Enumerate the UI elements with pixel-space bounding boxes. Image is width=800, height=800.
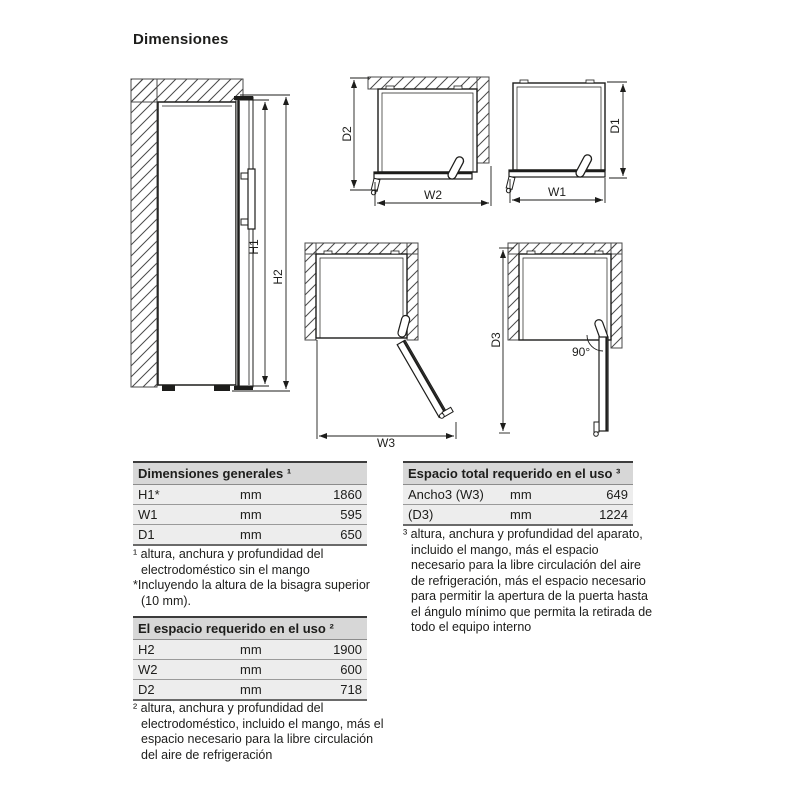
- door-handle: [594, 422, 599, 436]
- appliance-body: [158, 102, 236, 385]
- dimension-w3: [317, 340, 456, 439]
- row-unit: mm: [240, 642, 262, 657]
- row-label: Ancho3 (W3): [408, 487, 484, 502]
- row-unit: mm: [510, 507, 532, 522]
- row-unit: mm: [510, 487, 532, 502]
- row-value: 718: [340, 682, 362, 697]
- row-value: 1224: [599, 507, 628, 522]
- footnote-general: [133, 547, 385, 609]
- appliance-door-open: [594, 337, 608, 436]
- row-unit: mm: [240, 662, 262, 677]
- table-row: [133, 680, 367, 699]
- diagram-top-general: [498, 60, 638, 210]
- diagram-top-clearance: [342, 62, 507, 212]
- footnote-text: *Incluyendo la altura de la bisagra superior (10 mm).: [133, 578, 370, 608]
- table-header: Espacio total requerido en el uso ³: [403, 463, 633, 485]
- table-header: El espacio requerido en el uso ²: [133, 618, 367, 640]
- label-h1: H1: [247, 239, 261, 255]
- row-value: 595: [340, 507, 362, 522]
- footnote-text: ¹ altura, anchura y profundidad del electrodoméstico sin el mango: [133, 547, 324, 577]
- row-unit: mm: [240, 507, 262, 522]
- table-general-dimensions: [133, 461, 367, 546]
- row-unit: mm: [240, 527, 262, 542]
- row-label: H1*: [138, 487, 160, 502]
- label-w1: W1: [548, 185, 566, 199]
- row-label: (D3): [408, 507, 434, 522]
- footnote-text: ³ altura, anchura y profundidad del aparato, incluido el mango, más el espacio necesario para la libre circulación del aire de refrigeración, más el espacio necesario para permitir la apertura de la puerta hasta el ángulo mínimo que permita la retirada de todo el equipo interno: [403, 527, 653, 634]
- row-value: 1900: [333, 642, 362, 657]
- table-row: [133, 485, 367, 505]
- row-label: H2: [138, 642, 155, 657]
- appliance-door: [509, 170, 605, 177]
- row-unit: mm: [240, 487, 262, 502]
- page-title: Dimensiones: [133, 31, 229, 48]
- footnote-in-use: [133, 701, 385, 763]
- label-h2: H2: [271, 269, 285, 285]
- diagram-top-open: [298, 236, 478, 448]
- table-row: [403, 505, 633, 524]
- diagram-side-view: [128, 72, 300, 404]
- footnote-text: ² altura, anchura y profundidad del electrodoméstico, incluido el mango, más el espacio necesario para la libre circulación del aire de refrigeración: [133, 701, 384, 762]
- diagram-top-90: [489, 236, 647, 448]
- label-d1: D1: [608, 118, 622, 134]
- table-row: [403, 485, 633, 505]
- row-label: D1: [138, 527, 155, 542]
- label-w3: W3: [377, 436, 395, 450]
- row-value: 1860: [333, 487, 362, 502]
- label-angle: 90°: [572, 345, 591, 359]
- label-d2: D2: [340, 126, 354, 142]
- row-value: 649: [606, 487, 628, 502]
- table-row: [133, 525, 367, 544]
- table-header: Dimensiones generales ¹: [133, 463, 367, 485]
- table-row: [133, 640, 367, 660]
- label-d3: D3: [489, 332, 503, 348]
- table-space-in-use: [133, 616, 367, 701]
- row-value: 650: [340, 527, 362, 542]
- label-w2: W2: [424, 188, 442, 202]
- table-total-space: [403, 461, 633, 526]
- row-label: W2: [138, 662, 158, 677]
- appliance-body: [316, 251, 407, 338]
- table-row: [133, 505, 367, 525]
- row-value: 600: [340, 662, 362, 677]
- table-row: [133, 660, 367, 680]
- row-label: W1: [138, 507, 158, 522]
- footnote-total: [403, 527, 655, 636]
- row-unit: mm: [240, 682, 262, 697]
- appliance-door-open: [397, 337, 453, 419]
- row-label: D2: [138, 682, 155, 697]
